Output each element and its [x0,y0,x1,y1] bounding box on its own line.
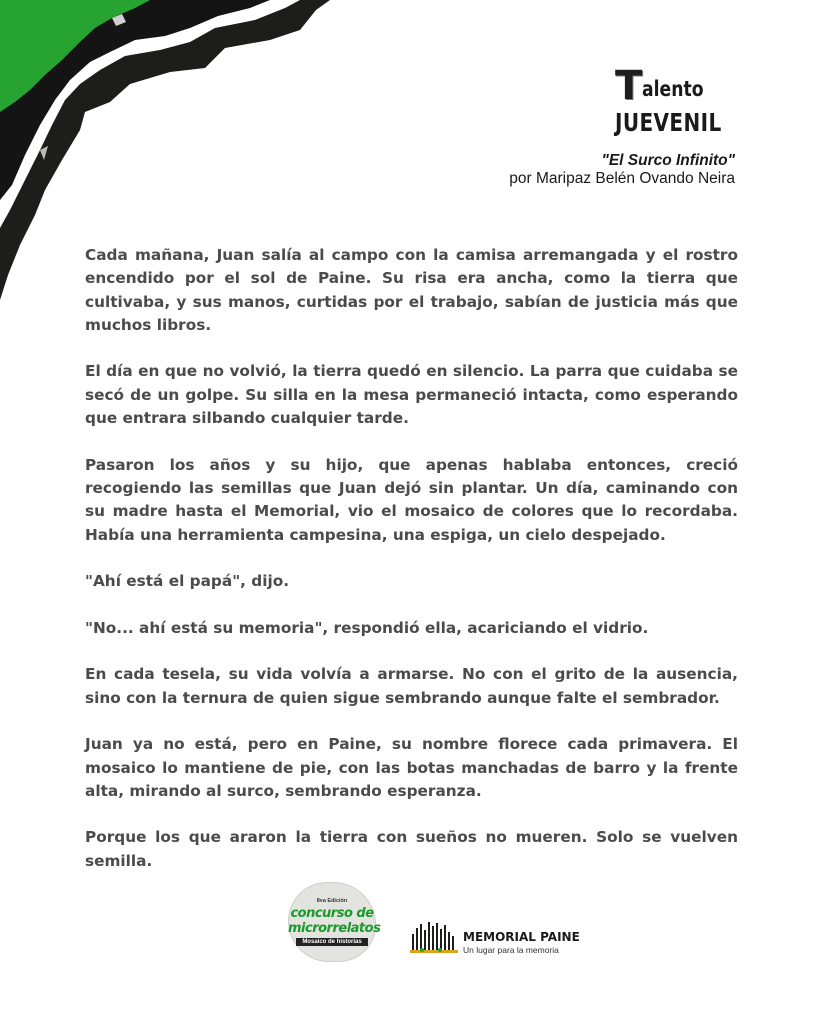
contest-edition: 8va Edición [316,898,348,904]
story-paragraph: Porque los que araron la tierra con sueños no mueren. Solo se vuelven semilla. [85,828,738,870]
memorial-paine-logo [410,920,590,960]
memorial-tagline: Un lugar para la memoria [463,945,559,955]
contest-badge [288,882,381,962]
story-paragraph: El día en que no volvió, la tierra quedó en silencio. La parra que cuidaba se secó de un golpe. Su silla en la mesa permaneció intacta, como esperando que entrara silbando cualquier tarde. [85,362,738,428]
logo-line1: alento [642,77,704,101]
story-author: por Maripaz Belén Ovando Neira [509,170,735,187]
contest-line2: microrrelatos [288,921,381,936]
footer-logos [288,882,588,962]
memorial-columns-icon [410,920,460,954]
memorial-name: MEMORIAL PAINE [463,930,580,944]
story-body [85,244,738,896]
logo-letter: T [615,63,642,109]
contest-line1: concurso de [290,906,374,921]
story-paragraph: Pasaron los años y su hijo, que apenas hablaba entonces, creció recogiendo las semillas que Juan dejó sin plantar. Un día, caminando con su madre hasta el Memorial, vio el mosaico de colores que lo recordaba. Había una herramienta campesina, una espiga, un cielo despejado. [85,455,738,544]
story-paragraph: En cada tesela, su vida volvía a armarse. No con el grito de la ausencia, sino con la ternura de quien sigue sembrando aunque falte el sembrador. [85,665,738,707]
contest-subtitle: Mosaico de historias [296,938,368,946]
logo-line2: JUEVENIL [615,108,722,137]
story-title: "El Surco Infinito" [601,152,735,169]
story-paragraph: Cada mañana, Juan salía al campo con la camisa arremangada y el rostro encendido por el sol de Paine. Su risa era ancha, como la tierra que cultivaba, y sus manos, curtidas por el trabajo, sabían de justicia más que muchos libros. [85,246,738,334]
story-paragraph: "No... ahí está su memoria", respondió ella, acariciando el vidrio. [85,618,649,637]
story-paragraph: "Ahí está el papá", dijo. [85,572,290,591]
story-paragraph: Juan ya no está, pero en Paine, su nombre florece cada primavera. El mosaico lo mantiene de pie, con las botas manchadas de barro y la frente alta, mirando al surco, sembrando esperanza. [85,735,738,800]
story-byline [509,152,735,188]
talento-juvenil-logo [615,63,735,138]
